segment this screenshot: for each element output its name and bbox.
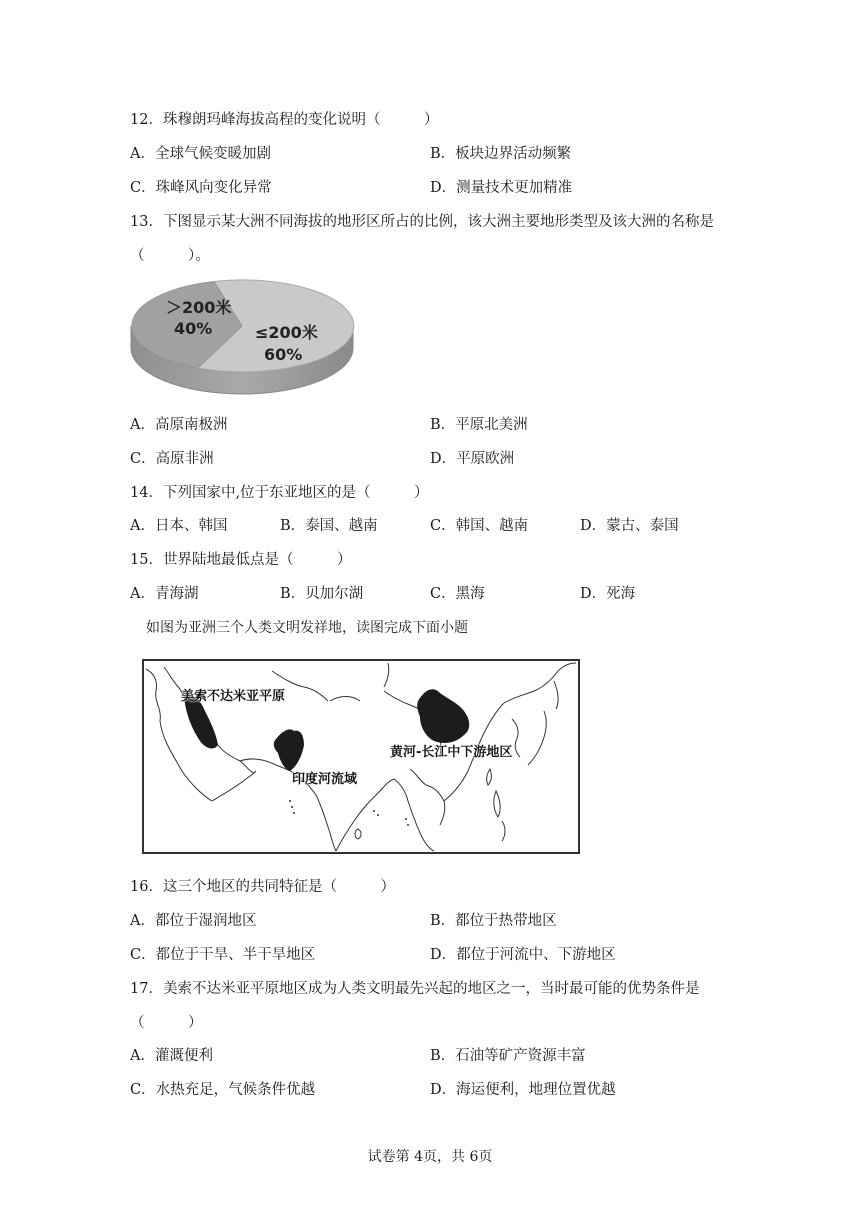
inland-border-4 (384, 663, 389, 687)
q13-option-a: A．高原南极洲 (130, 417, 228, 433)
q14-option-d: D．蒙古、泰国 (580, 518, 679, 534)
q13-option-b: B．平原北美洲 (430, 417, 528, 433)
q13-stem-line2: （ ）。 (130, 248, 210, 264)
coastline-hokkaido (554, 681, 558, 709)
q17-option-c: C．水热充足，气候条件优越 (130, 1082, 316, 1098)
q12-option-a: A．全球气候变暖加剧 (130, 146, 271, 162)
q16-option-a: A．都位于湿润地区 (130, 913, 257, 929)
region-yellow-yangtze (417, 689, 469, 743)
q15-stem: 15．世界陆地最低点是（ ） (130, 552, 352, 568)
q12-option-b: B．板块边界活动频繁 (430, 146, 572, 162)
q16-option-d: D．都位于河流中、下游地区 (430, 947, 616, 963)
q14-option-b: B．泰国、越南 (280, 518, 378, 534)
q17-option-b: B．石油等矿产资源丰富 (430, 1048, 586, 1064)
map-label-mesopotamia: 美索不达米亚平原 (181, 689, 286, 704)
coastline-korea (512, 719, 520, 757)
asia-map (142, 659, 580, 854)
q17-option-a: A．灌溉便利 (130, 1048, 213, 1064)
q14-stem: 14．下列国家中,位于东亚地区的是（ ） (130, 485, 429, 501)
pie-label-gt200-pct: 40% (174, 319, 213, 338)
q17-stem-line1: 17．美索不达米亚平原地区成为人类文明最先兴起的地区之一，当时最可能的优势条件是 (130, 981, 700, 997)
island-taiwan (487, 769, 492, 785)
q12-option-c: C．珠峰风向变化异常 (130, 180, 272, 196)
q15-option-b: B．贝加尔湖 (280, 586, 364, 602)
island-luzon (494, 791, 500, 817)
q16-stem: 16．这三个地区的共同特征是（ ） (130, 879, 395, 895)
page-footer: 试卷第 4页，共 6页 (367, 1149, 493, 1165)
q12-option-d: D．测量技术更加精准 (430, 180, 573, 196)
coastline-indochina (410, 769, 445, 825)
q16-option-c: C．都位于干旱、半干旱地区 (130, 947, 316, 963)
q14-option-c: C．韩国、越南 (430, 518, 529, 534)
map-dots (289, 800, 409, 826)
q13-option-c: C．高原非洲 (130, 451, 214, 467)
inland-border-2 (330, 697, 360, 702)
q14-option-a: A．日本、韩国 (130, 518, 228, 534)
island-philippines-south (502, 821, 505, 841)
q17-option-d: D．海运便利，地理位置优越 (430, 1082, 616, 1098)
map-intro: 如图为亚洲三个人类文明发祥地，读图完成下面小题 (146, 620, 468, 636)
q15-option-d: D．死海 (580, 586, 636, 602)
region-indus (274, 729, 304, 771)
coastline-india-east (336, 779, 394, 851)
map-label-indus: 印度河流域 (292, 772, 358, 787)
q13-stem-line1: 13．下图显示某大洲不同海拔的地形区所占的比例，该大洲主要地形类型及该大洲的名称是 (130, 214, 714, 230)
pie-chart (128, 278, 358, 398)
coastline-burma (394, 779, 434, 851)
pie-chart-svg (128, 278, 358, 398)
q16-option-b: B．都位于热带地区 (430, 913, 557, 929)
pie-label-gt200-name: ＞200米 (166, 298, 232, 317)
pie-label-le200-pct: 60% (264, 345, 303, 364)
q15-option-a: A．青海湖 (130, 586, 199, 602)
coastline-northeast (504, 663, 576, 703)
coastline-japan (528, 711, 546, 765)
coastline-arabia-south (212, 771, 256, 801)
pie-label-le200-name: ≤200米 (255, 323, 318, 342)
q15-option-c: C．黑海 (430, 586, 485, 602)
q17-stem-line2: （ ） (130, 1015, 203, 1031)
island-sri-lanka (355, 829, 361, 839)
map-label-yellow-yangtze: 黄河-长江中下游地区 (390, 745, 513, 760)
q12-stem: 12．珠穆朗玛峰海拔高程的变化说明（ ） (130, 112, 439, 128)
q13-option-d: D．平原欧洲 (430, 451, 515, 467)
